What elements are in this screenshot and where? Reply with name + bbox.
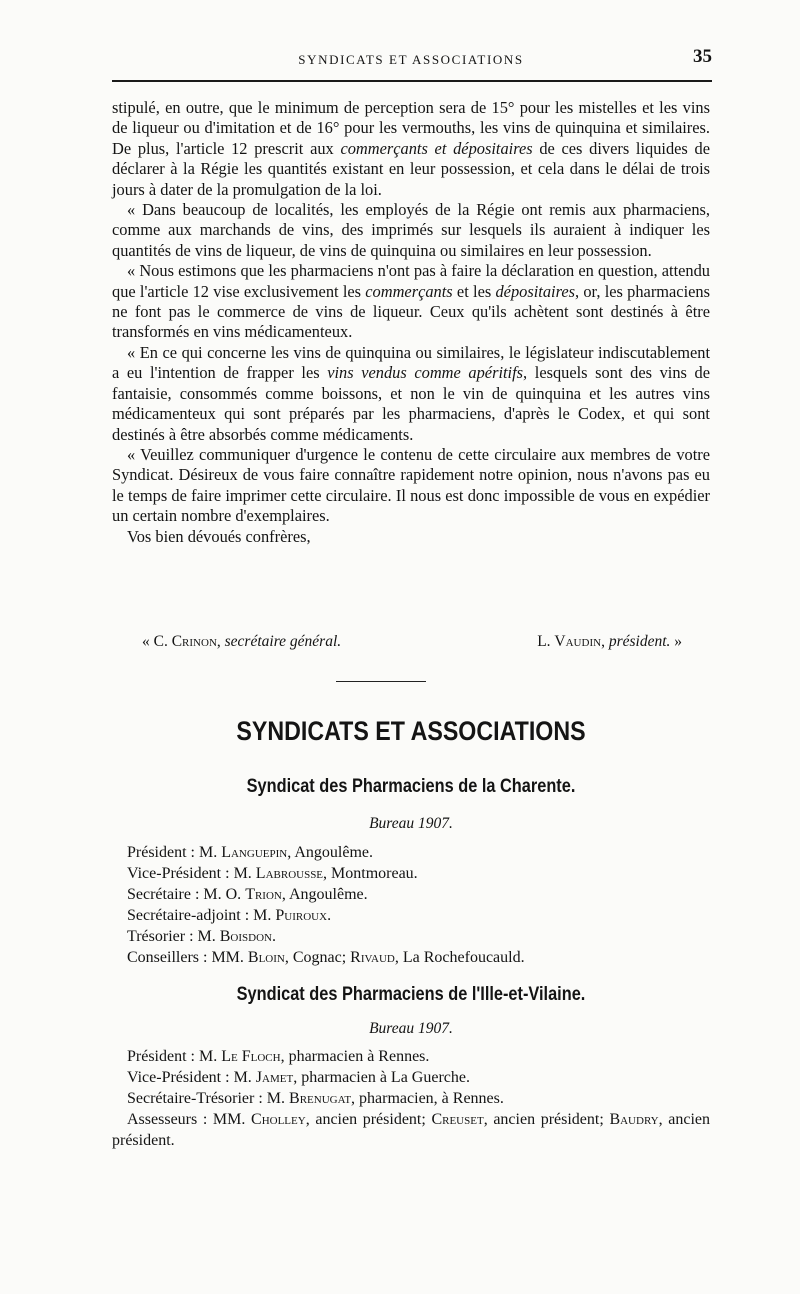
letter-body bbox=[112, 98, 710, 547]
list-item: Assesseurs : MM. Cholley, ancien président; Creuset, ancien président; Baudry, ancien président. bbox=[112, 1111, 711, 1149]
signature-secretary: « C. Crinon, secrétaire général. bbox=[142, 633, 342, 650]
list-item: Secrétaire-Trésorier : M. Brenugat, pharmacien, à Rennes. bbox=[127, 1090, 504, 1107]
page-header bbox=[110, 46, 712, 74]
list-item: Conseillers : MM. Bloin, Cognac; Rivaud, La Rochefoucauld. bbox=[127, 949, 525, 966]
letter-paragraph-5: « Veuillez communiquer d'urgence le contenu de cette circulaire aux membres de votre Syndicat. Désireux de vous faire connaître rapidement notre opinion, nous n'avons pas eu le temps de faire imprimer cette circulaire. Il nous est donc impossible de vous en expédier un certain nombre d'exemplaires. bbox=[112, 444, 710, 526]
ille-et-vilaine-bureau: Bureau 1907. bbox=[369, 1020, 453, 1037]
running-title: SYNDICATS ET ASSOCIATIONS bbox=[298, 52, 524, 67]
letter-paragraph-4: « En ce qui concerne les vins de quinquina ou similaires, le législateur indiscutablement a eu l'intention de frapper les vins vendus comme apéritifs, lesquels sont des vins de fantaisie, consommés comme boissons, et non le vin de quinquina et les autres vins médicamenteux qui sont préparés par les pharmaciens, d'après le Codex, et qui sont destinés à être absorbés comme médicaments. bbox=[112, 342, 710, 444]
section-separator bbox=[336, 681, 426, 682]
charente-bureau: Bureau 1907. bbox=[369, 815, 453, 832]
page-number: 35 bbox=[693, 46, 712, 67]
letter-paragraph-2: « Dans beaucoup de localités, les employés de la Régie ont remis aux pharmaciens, comme aux marchands de vins, des imprimés sur lesquels ils auraient à indiquer les quantités de vins de liqueur, de vins de quinquina ou similaires en leur possession. bbox=[112, 200, 710, 260]
charente-members bbox=[112, 842, 710, 968]
list-item: Vice-Président : M. Labrousse, Montmoreau. bbox=[127, 865, 418, 882]
charente-title: Syndicat des Pharmaciens de la Charente. bbox=[246, 776, 576, 797]
letter-paragraph-3: « Nous estimons que les pharmaciens n'ont pas à faire la déclaration en question, attendu que l'article 12 vise exclusivement les commerçants et les dépositaires, or, les pharmaciens ne font pas le commerce de vins de liqueur. Ceux qu'ils achètent sont destinés à être transformés en vins médicamenteux. bbox=[112, 261, 710, 342]
list-item: Secrétaire : M. O. Trion, Angoulême. bbox=[127, 886, 368, 903]
header-rule bbox=[112, 80, 712, 82]
section-title: SYNDICATS ET ASSOCIATIONS bbox=[236, 716, 586, 746]
list-item: Président : M. Languepin, Angoulême. bbox=[127, 844, 373, 861]
list-item: Secrétaire-adjoint : M. Puiroux. bbox=[127, 907, 332, 924]
letter-closing: Vos bien dévoués confrères, bbox=[127, 526, 311, 546]
ille-et-vilaine-members bbox=[112, 1046, 710, 1151]
letter-paragraph-1: stipulé, en outre, que le minimum de perception sera de 15° pour les mistelles et les vins de liqueur ou d'imitation et de 16° pour les vermouths, les vins de quinquina et similaires. De plus, l'article 12 prescrit aux commerçants et dépositaires de ces divers liquides de déclarer à la Régie les quantités existant en leur possession, et cela dans le délai de trois jours à dater de la promulgation de la loi. bbox=[112, 98, 710, 199]
list-item: Président : M. Le Floch, pharmacien à Rennes. bbox=[127, 1048, 430, 1065]
signature-president: L. Vaudin, président. » bbox=[537, 633, 682, 650]
list-item: Vice-Président : M. Jamet, pharmacien à La Guerche. bbox=[127, 1069, 470, 1086]
list-item: Trésorier : M. Boisdon. bbox=[127, 928, 276, 945]
ille-et-vilaine-title: Syndicat des Pharmaciens de l'Ille-et-Vilaine. bbox=[236, 984, 586, 1005]
